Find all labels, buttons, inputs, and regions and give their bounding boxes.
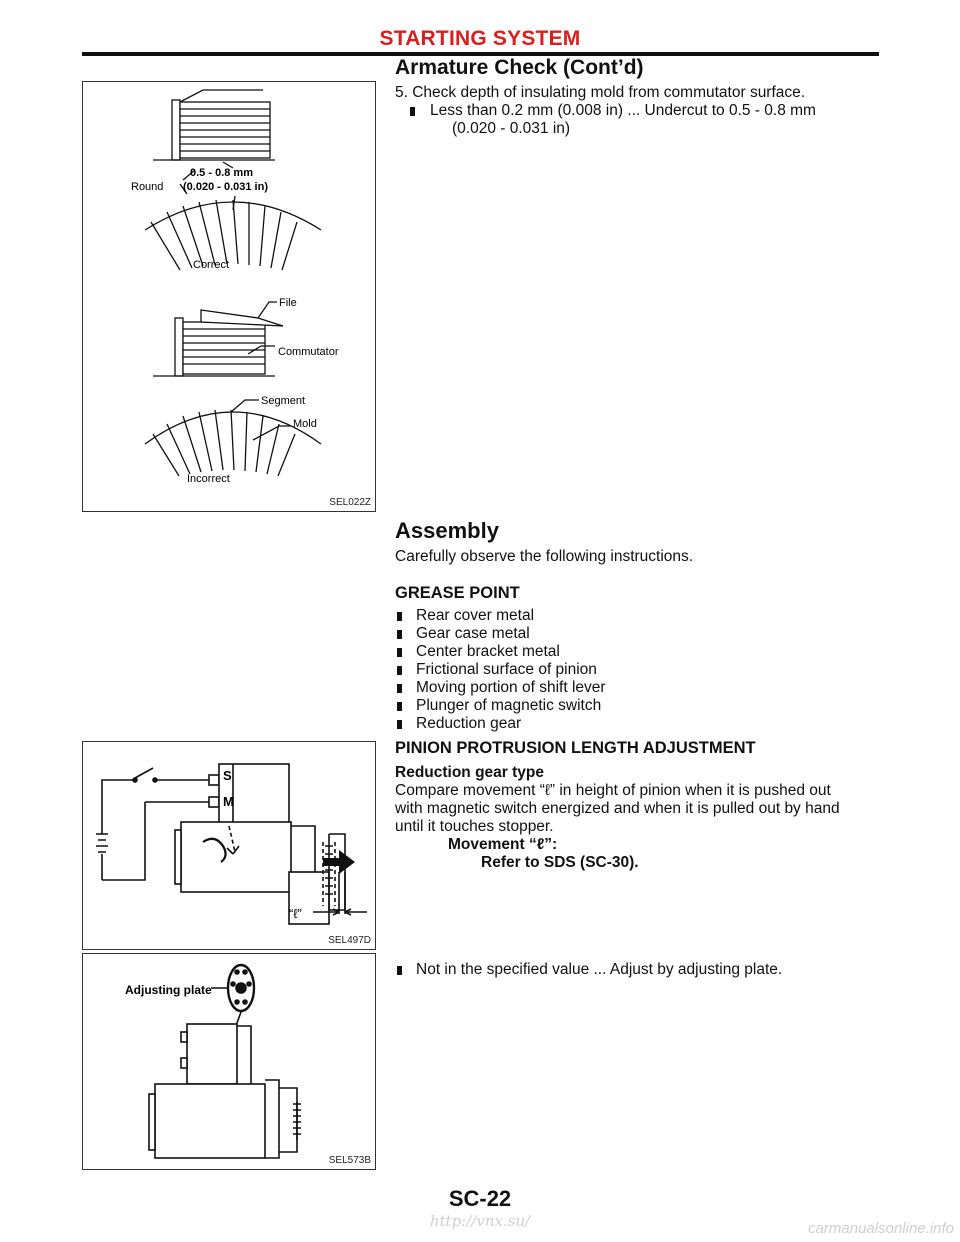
footer-link[interactable]: http://vnx.su/ — [429, 1212, 531, 1230]
bullet-icon — [397, 702, 402, 711]
step5-bullet-text: Less than 0.2 mm (0.008 in) ... Undercut to 0.5 - 0.8 mm — [430, 102, 816, 119]
label-m: M — [223, 794, 234, 809]
bullet-icon — [397, 648, 402, 657]
header-title: STARTING SYSTEM — [379, 27, 581, 50]
bullet-icon — [397, 666, 402, 675]
pinion-line2: with magnetic switch energized and when it is pulled out by hand — [395, 800, 840, 817]
figure-adjusting-plate — [82, 953, 376, 1170]
list-item: Center bracket metal — [395, 643, 606, 661]
assembly-intro: Carefully observe the following instructions. — [395, 548, 694, 565]
not-spec-bullet — [416, 961, 782, 979]
pinion-line3: until it touches stopper. — [395, 818, 554, 835]
assembly-title: Assembly — [395, 518, 499, 543]
commutator-diagram — [83, 82, 375, 511]
pinion-line1: Compare movement “ℓ” in height of pinion when it is pushed out — [395, 782, 831, 799]
figure3-code: SEL573B — [328, 1155, 371, 1166]
figure1-code: SEL022Z — [329, 497, 371, 508]
figure2-code: SEL497D — [328, 935, 371, 946]
bullet-icon — [397, 630, 402, 639]
label-segment: Segment — [261, 395, 306, 407]
movement-ref: Refer to SDS (SC-30). — [481, 854, 639, 871]
pinion-title: PINION PROTRUSION LENGTH ADJUSTMENT — [395, 739, 756, 757]
list-item: Moving portion of shift lever — [395, 679, 606, 697]
section-title: Armature Check (Cont’d) — [395, 56, 644, 79]
label-commutator: Commutator — [278, 346, 339, 358]
grease-point-title: GREASE POINT — [395, 584, 520, 602]
not-spec-text: Not in the specified value ... Adjust by adjusting plate. — [416, 961, 783, 978]
page-number: SC-22 — [448, 1186, 512, 1211]
step5-bullet — [430, 102, 816, 120]
label-mold: Mold — [293, 418, 317, 430]
label-round: Round — [131, 181, 164, 193]
list-item: Reduction gear — [395, 715, 606, 733]
movement-label: Movement “ℓ”: — [448, 836, 558, 853]
pinion-movement-diagram — [83, 742, 375, 949]
bullet-icon — [397, 966, 402, 975]
label-correct: Correct — [193, 259, 230, 271]
step5-text: 5. Check depth of insulating mold from commutator surface. — [395, 84, 806, 101]
list-item: Frictional surface of pinion — [395, 661, 606, 679]
bullet-icon — [410, 107, 415, 116]
step5-bullet-cont: (0.020 - 0.031 in) — [452, 120, 571, 137]
watermark: carmanualsonline.info — [808, 1220, 954, 1237]
list-item: Rear cover metal — [395, 607, 606, 625]
figure-pinion-movement — [82, 741, 376, 950]
label-file: File — [279, 297, 297, 309]
list-item: Plunger of magnetic switch — [395, 697, 606, 715]
dim-label-mm: 0.5 - 0.8 mm — [190, 167, 253, 179]
bullet-icon — [397, 720, 402, 729]
figure-commutator-undercut — [82, 81, 376, 512]
bullet-icon — [397, 684, 402, 693]
list-item: Gear case metal — [395, 625, 606, 643]
pinion-subtitle: Reduction gear type — [395, 764, 544, 781]
label-s: S — [223, 768, 232, 783]
adjusting-plate-diagram — [83, 954, 375, 1169]
label-adjusting-plate: Adjusting plate — [125, 983, 212, 997]
label-incorrect: Incorrect — [187, 473, 230, 485]
bullet-icon — [397, 612, 402, 621]
dim-label-in: (0.020 - 0.031 in) — [183, 181, 268, 193]
grease-point-list — [395, 607, 606, 733]
label-l: “ℓ” — [289, 906, 302, 921]
